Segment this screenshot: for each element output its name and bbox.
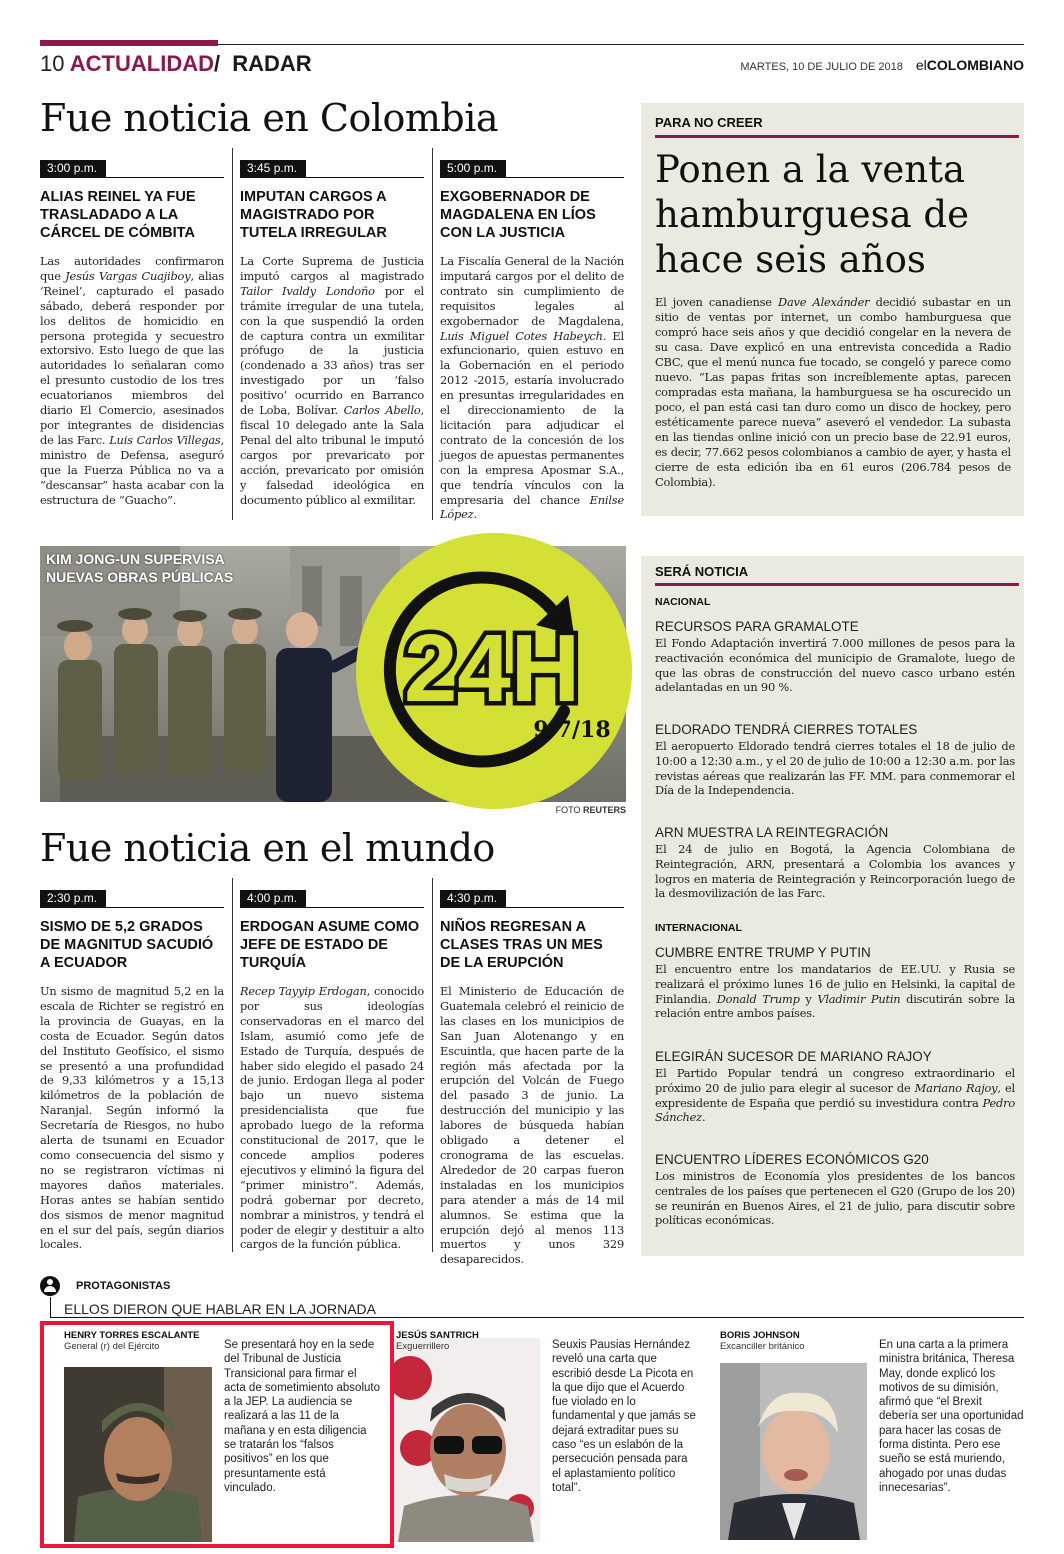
badge-label: 24H: [403, 615, 581, 722]
subsection-name: RADAR: [232, 51, 312, 76]
protagonist-photo: [392, 1338, 540, 1542]
header-accent-bar: [40, 40, 218, 46]
protagonistas-tag: PROTAGONISTAS: [76, 1280, 171, 1292]
protagonist-text: En una carta a la primera ministra británica, Theresa May, donde explicó los motivos de su dimisión, afirmó que “el Brexit debería ser una oportunidad para hacer las cosas de forma distinta. Pero ese sueño se está muriendo, ahogado por unas dudas innecesarias”.: [879, 1339, 1024, 1494]
para-no-creer-box: [641, 103, 1024, 516]
sera-noticia-item: CUMBRE ENTRE TRUMP Y PUTIN El encuentro entre los mandatarios de EE.UU. y Rusia se realizará el próximo lunes 16 de julio en Helsinki, la capital de Finlandia. Donald Trump y Vladimir Putin discutirán sobre la relación entre ambos países.: [655, 945, 1015, 1021]
highlight-box: [40, 1321, 394, 1548]
sera-noticia-item: ENCUENTRO LÍDERES ECONÓMICOS G20 Los ministros de Economía ylos presidentes de los bancos centrales de los países que pertenecen el G20 (Grupo de los 20) se reunirán en Buenos Aires, el 21 de julio, para discutir sobre políticas económicas.: [655, 1152, 1015, 1228]
colombia-title: Fue noticia en Colombia: [40, 96, 499, 140]
protagonistas-subtitle: ELLOS DIERON QUE HABLAR EN LA JORNADA: [64, 1301, 376, 1317]
protagonist-card: [396, 1330, 479, 1352]
issue-date: MARTES, 10 DE JULIO DE 2018: [740, 61, 903, 73]
story-headline: NIÑOS REGRESAN A CLASES TRAS UN MES DE LA ERUPCIÓN: [440, 919, 603, 971]
protagonist-name: HENRY TORRES ESCALANTE: [64, 1330, 200, 1341]
story-body: La Corte Suprema de Justicia imputó cargos al magistrado Tailor Ivaldy Londoño por el trámite irregular de una tutela, con la que suspendió la orden de captura contra un exmilitar prófugo de la justicia (condenado a 33 años) tras ser investigado por un ‘falso positivo’ ocurrido en Barranco de Loba, Bolívar. Carlos Abello, fiscal 10 delegado ante la Sala Penal del alto tribunal le imputó cargos por prevaricato por acción, prevaricato por omisión y falsedad ideológica en documento público al exmilitar.: [240, 254, 424, 507]
story-headline: EXGOBERNADOR DE MAGDALENA EN LÍOS CON LA JUSTICIA: [440, 189, 596, 241]
mundo-story-1: [40, 887, 224, 1252]
protagonist-role: General (r) del Ejército: [64, 1341, 160, 1352]
sera-noticia-tag: SERÁ NOTICIA: [655, 564, 749, 579]
story-time: 4:30 p.m.: [440, 890, 506, 907]
protagonistas-rule: [50, 1297, 51, 1317]
sera-noticia-box: [641, 556, 1024, 1256]
badge-date: 9/7/18: [533, 717, 611, 743]
story-body: Recep Tayyip Erdogan, conocido por sus ideologías conservadoras en el marco del Islam, asumió como jefe de Estado de Turquía, después de haber sido elegido el pasado 24 de junio. Erdogan llega al poder bajo un nuevo sistema presidencialista que fue aprobado luego de la reforma constitucional de 2017, que le concede amplios poderes ejecutivos y eliminó la figura del “primer ministro”. Además, podrá gobernar por decreto, nombrar a ministros, y tendrá el poder de elegir y destituir a alto cargos de la función pública.: [240, 984, 424, 1252]
brand-logo: elCOLOMBIANO: [915, 57, 1024, 73]
para-no-creer-body: El joven canadiense Dave Alexánder decidió subastar en un sitio de ventas por internet, un combo hamburguesa que compró hace seis años y que decidió congelar en la nevera de su casa. Dave explicó en una entrevista concedida a Radio CBC, que el menú nunca fue tocado, se congeló y parece como nuevo. “Las papas fritas son increíblemente aptas, parecen compradas esta mañana, la hamburguesa se ha oscurecido un poco, el pan está casi tan duro como un disco de hockey, pero estéticamente parece nueva” aseveró el vendedor. La subasta en las tiendas online inició con un precio base de 22.91 euros, es decir, 77.662 pesos colombianos a cambio de ayer, y hasta el cierre de esta edición iba en 61 euros (206.784 pesos de Colombia).: [655, 295, 1012, 489]
sera-noticia-item: ELEGIRÁN SUCESOR DE MARIANO RAJOY El Partido Popular tendrá un congreso extraordinario el próximo 20 de julio para elegir al sucesor de Mariano Rajoy, el expresidente de España que perdió su investidura contra Pedro Sánchez.: [655, 1049, 1015, 1125]
story-body: Un sismo de magnitud 5,2 en la escala de Richter se registró en la provincia de Guayas, en la costa de Ecuador. Según datos del Instituto Geofísico, el sismo se presentó a una profundidad de 9,33 kilómetros y a 15,13 kilómetros de la población de Naranjal. Según informó la Secretaría de Riesgos, no hubo alerta de tsunami en Ecuador como consecuencia del sismo y no se registraron víctimas ni mayores daños materiales. Horas antes se habían sentido dos sismos de menor magnitud en el sur del país, según diarios locales.: [40, 984, 224, 1252]
page-number: 10: [40, 51, 65, 76]
story-time: 5:00 p.m.: [440, 160, 506, 177]
section-name: ACTUALIDAD: [69, 51, 214, 76]
column-divider: [232, 878, 233, 1252]
protagonist-role: Exguerrillero: [396, 1341, 450, 1352]
sera-noticia-item: ARN MUESTRA LA REINTEGRACIÓN El 24 de julio en Bogotá, la Agencia Colombiana de Reintegración, ARN, presentará a Colombia los avances y logros en materia de Reintegración y Reincorporación luego de la desmovilización de las Farc.: [655, 825, 1015, 901]
story-body: La Fiscalía General de la Nación imputará cargos por el delito de contrato sin cumplimiento de requisitos legales al exgobernador de Magdalena, Luis Miguel Cotes Habeych. El exfuncionario, quien estuvo en la Gobernación en el periodo 2012 -2015, estaría involucrado en presuntas irregularidades en el direccionamiento de la licitación para adjudicar el contrato de la concesión de los juegos de apuestas permanentes con la empresa Aposmar S.A., que tendría vínculos con la empresaria del chance Enilse López.: [440, 254, 624, 522]
story-headline: IMPUTAN CARGOS A MAGISTRADO POR TUTELA IRREGULAR: [240, 189, 387, 241]
mundo-story-3: [440, 887, 624, 1267]
column-divider: [432, 878, 433, 1252]
protagonist-name: JESÚS SANTRICH: [396, 1330, 479, 1341]
colombia-story-3: [440, 157, 624, 522]
box-rule: [655, 583, 1019, 586]
protagonistas-rule: [50, 1317, 1024, 1318]
story-headline: ALIAS REINEL YA FUE TRASLADADO A LA CÁRCEL DE CÓMBITA: [40, 189, 196, 241]
24h-clock-icon: [356, 533, 632, 809]
protagonist-text: Se presentará hoy en la sede del Tribunal de Justicia Transicional para firmar el acta de sometimiento absoluto a la JEP. La audiencia se realizará a las 11 de la mañana y en esta diligencia se tratarán los “falsos positivos” en los que presuntamente está vinculado.: [224, 1339, 380, 1494]
header-meta: [740, 57, 1024, 73]
sera-noticia-item: RECURSOS PARA GRAMALOTE El Fondo Adaptación invertirá 7.000 millones de pesos para la reactivación económica del municipio de Gramalote, luego de que las obras de construcción del nuevo casco urbano estén adelantadas en un 90 %.: [655, 619, 1015, 695]
story-time: 3:45 p.m.: [240, 160, 306, 177]
story-headline: SISMO DE 5,2 GRADOS DE MAGNITUD SACUDIÓ A ECUADOR: [40, 919, 214, 971]
header-slash: /: [213, 51, 221, 76]
story-time: 4:00 p.m.: [240, 890, 306, 907]
story-body: Las autoridades confirmaron que Jesús Vargas Cuajiboy, alias ‘Reinel’, capturado el pasado sábado, deberá responder por los delitos de homicidio en persona protegida y secuestro extorsivo. Esto luego de que las autoridades lo señalaran como el presunto custodio de los tres ecuatorianos miembros del diario El Comercio, asesinados por integrantes de disidencias de las Farc. Luis Carlos Villegas, ministro de Defensa, aseguró que la Fuerza Pública no va a “descansar” hasta acabar con la estructura de “Guacho”.: [40, 254, 224, 507]
protagonist-card: [720, 1330, 804, 1352]
para-no-creer-tag: PARA NO CREER: [655, 115, 763, 130]
protagonist-photo: [720, 1363, 867, 1540]
box-rule: [655, 135, 1019, 138]
mundo-title: Fue noticia en el mundo: [40, 826, 495, 870]
colombia-story-1: [40, 157, 224, 507]
internacional-label: INTERNACIONAL: [655, 922, 742, 934]
nacional-label: NACIONAL: [655, 596, 711, 608]
header-rule: [218, 44, 1024, 45]
story-time: 2:30 p.m.: [40, 890, 106, 907]
protagonist-role: Excanciller británico: [720, 1341, 805, 1352]
column-divider: [432, 148, 433, 520]
para-no-creer-title: Ponen a la venta hamburguesa de hace seis años: [655, 148, 969, 281]
story-headline: ERDOGAN ASUME COMO JEFE DE ESTADO DE TURQUÍA: [240, 919, 420, 971]
section-header: [40, 51, 312, 77]
sera-noticia-item: ELDORADO TENDRÁ CIERRES TOTALES El aeropuerto Eldorado tendrá cierres totales el 18 de julio de 10:00 a 12:30 a.m., y el 20 de julio de 10:00 a 12:30 a.m. por las revistas aéreas que realizarán las FF. MM. para conmemorar el Día de la Independencia.: [655, 722, 1015, 798]
photo-credit: FOTO REUTERS: [555, 805, 626, 815]
story-body: El Ministerio de Educación de Guatemala celebró el reinicio de las clases en los municipios de San Juan Alotenango y en Escuintla, que hacen parte de la región más afectada por la erupción del Volcán de Fuego del pasado 3 de junio. La destrucción del municipio y las labores de búsqueda habían obligado a detener el cronograma de las escuelas. Alrededor de 20 carpas fueron instaladas en los municipios para atender a más de 14 mil alumnos. Se estima que la erupción dejó al menos 113 muertos y unos 329 desaparecidos.: [440, 984, 624, 1267]
person-icon: [40, 1276, 60, 1296]
colombia-story-2: [240, 157, 424, 507]
protagonist-name: BORIS JOHNSON: [720, 1330, 800, 1341]
mundo-story-2: [240, 887, 424, 1252]
photo-caption: KIM JONG-UN SUPERVISA NUEVAS OBRAS PÚBLICAS: [46, 551, 234, 585]
story-time: 3:00 p.m.: [40, 160, 106, 177]
protagonist-text: Seuxis Pausias Hernández reveló una carta que escribió desde La Picota en la que dijo que el Acuerdo fue violado en lo fundamental y que jamás se dejará extraditar pues su caso “es un eslabón de la persecución pensada para el aplastamiento político total”.: [552, 1339, 696, 1494]
24h-badge: [356, 533, 632, 809]
column-divider: [232, 148, 233, 520]
